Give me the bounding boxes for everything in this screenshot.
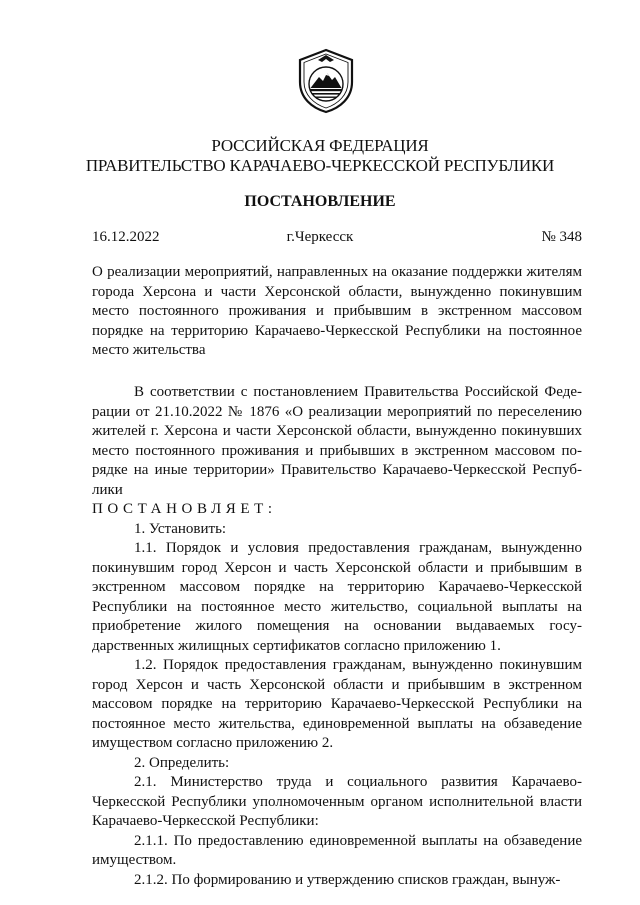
document-city: г.Черкесск <box>286 229 354 245</box>
coat-of-arms-emblem <box>296 48 356 114</box>
preamble-paragraph: В соответствии с постановлением Правительства Российской Федерации от 21.10.2022 № 1876 «О реализации мероприятий по переселению жителей г. Херсона и части Херсонской области, вынужденно покинувших место постоянного проживания и прибывших в экстренном массовом порядке на иные территории» Правительство Карачаево-Черкесской Республики <box>92 384 582 498</box>
paragraph-2-1-1: 2.1.1. По предоставлению единовременной выплаты на обзаведение имуществом. <box>92 832 582 868</box>
document-body <box>92 383 582 890</box>
document-date: 16.12.2022 <box>92 229 160 245</box>
header-country: РОССИЙСКАЯ ФЕДЕРАЦИЯ <box>211 136 429 155</box>
paragraph-1-2: 1.2. Порядок предоставления гражданам, вынужденно покинувшим город Херсон и часть Херсонской области и прибывшим в экстренном массовом порядке на территорию Карачаево-Черкесской Республики на постоянное место жительства, единовременной выплаты на обзаведение имуществом согласно приложению 2. <box>92 657 582 751</box>
decree-word: ПОСТАНОВЛЯЕТ: <box>92 501 277 517</box>
document-title: ПОСТАНОВЛЕНИЕ <box>244 193 396 210</box>
header-government: ПРАВИТЕЛЬСТВО КАРАЧАЕВО-ЧЕРКЕССКОЙ РЕСПУБЛИКИ <box>85 156 555 175</box>
subject-text: О реализации мероприятий, направленных на оказание поддержки жителям города Херсона и части Херсонской области, вынужденно покинувшим место постоянного проживания и прибывшим в экстренном массовом порядке на территорию Карачаево-Черкесской Республики на постоянное место жительства <box>92 264 582 358</box>
paragraph-1-1: 1.1. Порядок и условия предоставления гражданам, вынужденно покинувшим город Херсон и часть Херсонской области и прибывшим в экстренном массовом порядке на территорию Карачаево-Черкесской Республики на постоянное место жительство, социальной выплаты на приобретение жилого помещения на основании выдаваемых государственных жилищных сертификатов согласно приложению 1. <box>92 540 582 654</box>
document-number: № 348 <box>541 229 582 245</box>
document-subject <box>92 263 582 361</box>
paragraph-1: 1. Установить: <box>134 520 227 537</box>
paragraph-2-1: 2.1. Министерство труда и социального развития Карачаево-Черкесской Республики уполномоченным органом исполнительной власти Карачаево-Черкесской Республики: <box>92 774 582 829</box>
paragraph-2: 2. Определить: <box>134 754 230 771</box>
paragraph-2-1-2: 2.1.2. По формированию и утверждению списков граждан, вынуж- <box>134 871 561 888</box>
